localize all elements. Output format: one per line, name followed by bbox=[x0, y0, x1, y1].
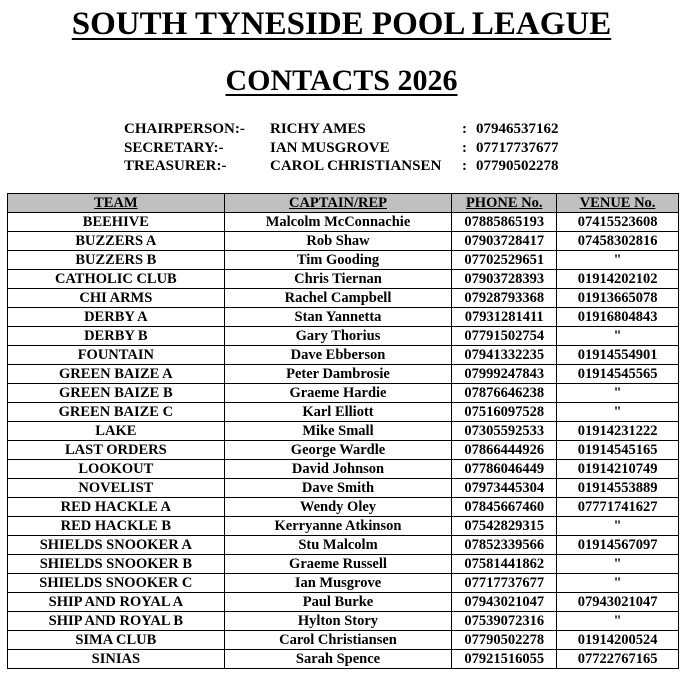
table-row bbox=[8, 631, 679, 650]
venue-cell: " bbox=[557, 517, 679, 536]
table-row bbox=[8, 213, 679, 232]
captain-cell: Wendy Oley bbox=[224, 498, 452, 517]
team-cell: CATHOLIC CLUB bbox=[8, 270, 225, 289]
table-row bbox=[8, 289, 679, 308]
table-row bbox=[8, 555, 679, 574]
phone-cell: 07903728393 bbox=[452, 270, 557, 289]
team-cell: SINIAS bbox=[8, 650, 225, 669]
captain-cell: Mike Small bbox=[224, 422, 452, 441]
team-cell: RED HACKLE B bbox=[8, 517, 225, 536]
team-cell: NOVELIST bbox=[8, 479, 225, 498]
team-cell: GREEN BAIZE A bbox=[8, 365, 225, 384]
team-cell: SHIP AND ROYAL A bbox=[8, 593, 225, 612]
team-cell: BEEHIVE bbox=[8, 213, 225, 232]
captain-cell: Malcolm McConnachie bbox=[224, 213, 452, 232]
venue-cell: 07771741627 bbox=[557, 498, 679, 517]
venue-cell: " bbox=[557, 251, 679, 270]
team-cell: SHIELDS SNOOKER C bbox=[8, 574, 225, 593]
venue-cell: 01914545565 bbox=[557, 365, 679, 384]
captain-cell: Kerryanne Atkinson bbox=[224, 517, 452, 536]
phone-cell: 07943021047 bbox=[452, 593, 557, 612]
venue-cell: " bbox=[557, 327, 679, 346]
team-cell: BUZZERS A bbox=[8, 232, 225, 251]
phone-cell: 07845667460 bbox=[452, 498, 557, 517]
phone-cell: 07999247843 bbox=[452, 365, 557, 384]
table-row bbox=[8, 441, 679, 460]
phone-cell: 07539072316 bbox=[452, 612, 557, 631]
table-row bbox=[8, 460, 679, 479]
venue-cell: 07458302816 bbox=[557, 232, 679, 251]
officer-name: RICHY AMES bbox=[270, 121, 366, 137]
officer-name: CAROL CHRISTIANSEN bbox=[270, 158, 442, 174]
table-row bbox=[8, 498, 679, 517]
venue-cell: 01914200524 bbox=[557, 631, 679, 650]
team-cell: SHIP AND ROYAL B bbox=[8, 612, 225, 631]
table-row bbox=[8, 536, 679, 555]
team-cell: LOOKOUT bbox=[8, 460, 225, 479]
captain-cell: Ian Musgrove bbox=[224, 574, 452, 593]
officers-list bbox=[124, 120, 596, 176]
phone-cell: 07876646238 bbox=[452, 384, 557, 403]
table-row bbox=[8, 517, 679, 536]
venue-cell: 01914553889 bbox=[557, 479, 679, 498]
captain-cell: Karl Elliott bbox=[224, 403, 452, 422]
table-row bbox=[8, 650, 679, 669]
phone-cell: 07903728417 bbox=[452, 232, 557, 251]
column-header-team: TEAM bbox=[8, 194, 225, 213]
venue-cell: " bbox=[557, 555, 679, 574]
captain-cell: Carol Christiansen bbox=[224, 631, 452, 650]
officer-phone: 07946537162 bbox=[476, 121, 559, 137]
table-row bbox=[8, 346, 679, 365]
team-cell: GREEN BAIZE B bbox=[8, 384, 225, 403]
captain-cell: Rachel Campbell bbox=[224, 289, 452, 308]
team-cell: LAKE bbox=[8, 422, 225, 441]
phone-cell: 07941332235 bbox=[452, 346, 557, 365]
phone-cell: 07885865193 bbox=[452, 213, 557, 232]
table-row bbox=[8, 232, 679, 251]
table-row bbox=[8, 327, 679, 346]
team-cell: SHIELDS SNOOKER A bbox=[8, 536, 225, 555]
phone-cell: 07931281411 bbox=[452, 308, 557, 327]
officer-phone: 07717737677 bbox=[476, 139, 559, 156]
venue-cell: 01914567097 bbox=[557, 536, 679, 555]
phone-cell: 07542829315 bbox=[452, 517, 557, 536]
table-row bbox=[8, 384, 679, 403]
venue-cell: 07943021047 bbox=[557, 593, 679, 612]
phone-cell: 07921516055 bbox=[452, 650, 557, 669]
phone-cell: 07717737677 bbox=[452, 574, 557, 593]
captain-cell: Graeme Russell bbox=[224, 555, 452, 574]
captain-cell: Gary Thorius bbox=[224, 327, 452, 346]
table-row bbox=[8, 574, 679, 593]
team-cell: RED HACKLE A bbox=[8, 498, 225, 517]
captain-cell: Hylton Story bbox=[224, 612, 452, 631]
captain-cell: Chris Tiernan bbox=[224, 270, 452, 289]
captain-cell: Rob Shaw bbox=[224, 232, 452, 251]
officer-row-chairperson bbox=[124, 120, 596, 139]
team-cell: CHI ARMS bbox=[8, 289, 225, 308]
table-row bbox=[8, 251, 679, 270]
captain-cell: Stu Malcolm bbox=[224, 536, 452, 555]
table-row bbox=[8, 593, 679, 612]
captain-cell: Dave Ebberson bbox=[224, 346, 452, 365]
venue-cell: 01914202102 bbox=[557, 270, 679, 289]
venue-cell: 01913665078 bbox=[557, 289, 679, 308]
captain-cell: Tim Gooding bbox=[224, 251, 452, 270]
column-header-captain: CAPTAIN/REP bbox=[224, 194, 452, 213]
venue-cell: " bbox=[557, 403, 679, 422]
officer-row-secretary bbox=[124, 139, 596, 158]
captain-cell: Dave Smith bbox=[224, 479, 452, 498]
contacts-table bbox=[7, 193, 679, 669]
team-cell: FOUNTAIN bbox=[8, 346, 225, 365]
team-cell: SIMA CLUB bbox=[8, 631, 225, 650]
phone-cell: 07790502278 bbox=[452, 631, 557, 650]
officer-role: SECRETARY:- bbox=[124, 139, 224, 156]
venue-cell: 01914545165 bbox=[557, 441, 679, 460]
captain-cell: David Johnson bbox=[224, 460, 452, 479]
phone-cell: 07702529651 bbox=[452, 251, 557, 270]
officer-role: TREASURER:- bbox=[124, 158, 227, 174]
venue-cell: 01914231222 bbox=[557, 422, 679, 441]
officer-row-treasurer bbox=[124, 157, 596, 176]
phone-cell: 07786046449 bbox=[452, 460, 557, 479]
phone-cell: 07866444926 bbox=[452, 441, 557, 460]
officer-name: IAN MUSGROVE bbox=[270, 139, 390, 156]
officer-separator: : bbox=[462, 139, 467, 156]
venue-cell: " bbox=[557, 612, 679, 631]
phone-cell: 07852339566 bbox=[452, 536, 557, 555]
phone-cell: 07973445304 bbox=[452, 479, 557, 498]
page-title: SOUTH TYNESIDE POOL LEAGUE bbox=[71, 6, 612, 42]
venue-cell: 01914210749 bbox=[557, 460, 679, 479]
phone-cell: 07928793368 bbox=[452, 289, 557, 308]
venue-cell: 01916804843 bbox=[557, 308, 679, 327]
table-row bbox=[8, 612, 679, 631]
phone-cell: 07791502754 bbox=[452, 327, 557, 346]
page-subtitle: CONTACTS 2026 bbox=[225, 64, 458, 97]
officer-separator: : bbox=[462, 158, 467, 174]
venue-cell: 07415523608 bbox=[557, 213, 679, 232]
table-row bbox=[8, 403, 679, 422]
column-header-phone: PHONE No. bbox=[452, 194, 557, 213]
officer-separator: : bbox=[462, 121, 467, 137]
captain-cell: Peter Dambrosie bbox=[224, 365, 452, 384]
team-cell: GREEN BAIZE C bbox=[8, 403, 225, 422]
table-row bbox=[8, 308, 679, 327]
team-cell: LAST ORDERS bbox=[8, 441, 225, 460]
venue-cell: 01914554901 bbox=[557, 346, 679, 365]
team-cell: DERBY B bbox=[8, 327, 225, 346]
venue-cell: " bbox=[557, 384, 679, 403]
team-cell: DERBY A bbox=[8, 308, 225, 327]
table-row bbox=[8, 365, 679, 384]
table-header-row bbox=[8, 194, 679, 213]
team-cell: BUZZERS B bbox=[8, 251, 225, 270]
team-cell: SHIELDS SNOOKER B bbox=[8, 555, 225, 574]
captain-cell: Sarah Spence bbox=[224, 650, 452, 669]
captain-cell: Graeme Hardie bbox=[224, 384, 452, 403]
captain-cell: George Wardle bbox=[224, 441, 452, 460]
table-row bbox=[8, 479, 679, 498]
officer-role: CHAIRPERSON:- bbox=[124, 121, 245, 137]
phone-cell: 07581441862 bbox=[452, 555, 557, 574]
table-row bbox=[8, 422, 679, 441]
officer-phone: 07790502278 bbox=[476, 158, 559, 174]
table-row bbox=[8, 270, 679, 289]
table-body bbox=[8, 213, 679, 669]
venue-cell: 07722767165 bbox=[557, 650, 679, 669]
venue-cell: " bbox=[557, 574, 679, 593]
column-header-venue: VENUE No. bbox=[557, 194, 679, 213]
phone-cell: 07516097528 bbox=[452, 403, 557, 422]
captain-cell: Stan Yannetta bbox=[224, 308, 452, 327]
captain-cell: Paul Burke bbox=[224, 593, 452, 612]
phone-cell: 07305592533 bbox=[452, 422, 557, 441]
